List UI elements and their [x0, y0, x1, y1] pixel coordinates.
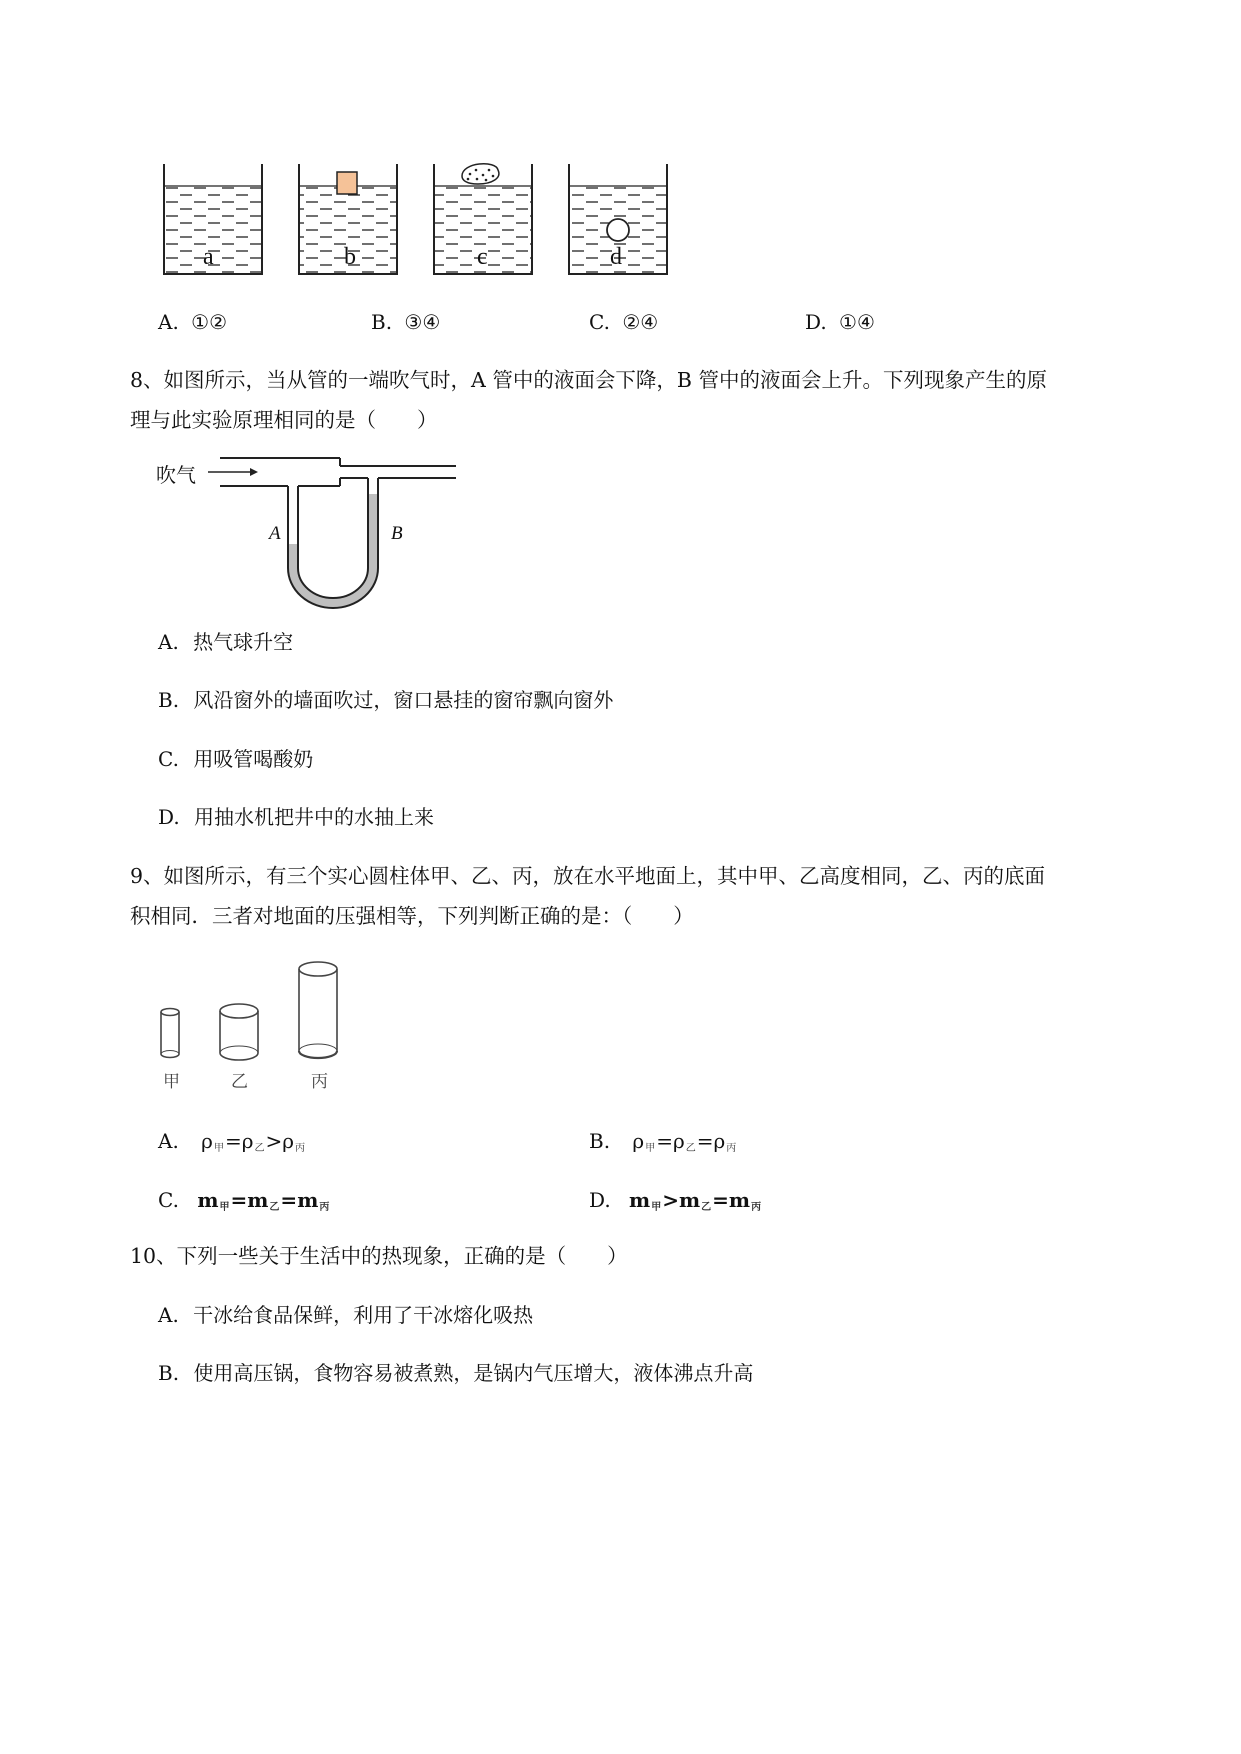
q7-option-b [371, 308, 440, 336]
symbol: m [197, 1188, 219, 1212]
option-letter: B. [589, 1129, 611, 1153]
option-text: 风沿窗外的墙面吹过，窗口悬挂的窗帘飘向窗外 [193, 688, 614, 712]
subscript: 甲 [645, 1143, 656, 1154]
cylinder-jia [161, 1009, 179, 1058]
symbol: ρ [282, 1129, 294, 1153]
q9-option-a [158, 1127, 306, 1163]
option-letter: A. [158, 1129, 179, 1153]
subscript: 甲 [213, 1143, 224, 1154]
beaker-label-a: a [203, 244, 214, 270]
cylinder-label-bing: 丙 [311, 1072, 328, 1092]
option-text: 用抽水机把井中的水抽上来 [194, 805, 435, 829]
subscript: 甲 [219, 1202, 230, 1213]
option-letter: B. [158, 688, 180, 712]
subscript: 丙 [295, 1143, 305, 1154]
cylinder-label-jia: 甲 [163, 1072, 180, 1092]
option-letter: B. [158, 1361, 180, 1385]
subscript: 丙 [751, 1202, 762, 1213]
option-letter: B. [371, 310, 393, 334]
symbol: ρ [201, 1129, 213, 1153]
option-letter: D. [589, 1188, 611, 1212]
operator: > [265, 1129, 283, 1153]
option-text: 干冰给食品保鲜，利用了干冰熔化吸热 [193, 1303, 534, 1327]
option-letter: A. [158, 310, 179, 334]
subscript: 乙 [685, 1143, 696, 1154]
suspended-ball [607, 219, 629, 241]
subscript: 甲 [651, 1202, 662, 1213]
symbol: ρ [241, 1129, 254, 1153]
q8-stem-line2: 理与此实验原理相同的是（ ） [130, 408, 438, 432]
beaker-label-c: c [477, 244, 488, 270]
subscript: 乙 [269, 1202, 280, 1213]
subscript: 丙 [726, 1143, 737, 1154]
q9-stem-line2: 积相同．三者对地面的压强相等，下列判断正确的是：（ ） [130, 904, 694, 928]
symbol: ρ [713, 1129, 726, 1153]
q8-option-d [158, 803, 434, 831]
symbol: m [297, 1188, 319, 1212]
cylinder-bing [299, 962, 337, 1058]
q9-option-d [589, 1186, 762, 1222]
operator: = [656, 1129, 673, 1153]
q8-option-b [158, 686, 613, 714]
subscript: 乙 [254, 1143, 265, 1154]
symbol: m [678, 1188, 701, 1212]
formula [632, 1129, 737, 1153]
option-letter: C. [158, 747, 179, 771]
formula [197, 1188, 330, 1212]
q8-option-c [158, 745, 313, 773]
q7-option-a [158, 308, 227, 336]
symbol: ρ [672, 1129, 685, 1153]
option-letter: C. [158, 1188, 179, 1212]
beaker-label-b: b [344, 244, 356, 270]
q8-option-a [158, 628, 293, 656]
symbol: m [728, 1188, 751, 1212]
operator: = [280, 1188, 298, 1212]
symbol: m [629, 1188, 651, 1212]
u-tube-figure [150, 450, 470, 610]
option-text: 热气球升空 [193, 630, 294, 654]
q9-option-b [589, 1127, 737, 1163]
option-text: ①④ [839, 310, 875, 334]
option-text: ①② [191, 310, 228, 334]
tube-label-a: A [269, 523, 281, 544]
q9-option-c [158, 1186, 330, 1222]
q8-stem-line1: 8、如图所示，当从管的一端吹气时，A 管中的液面会下降，B 管中的液面会上升。下列现象产生的原 [130, 368, 1047, 392]
subscript: 丙 [319, 1202, 330, 1213]
beaker-figure [150, 150, 750, 300]
q10-stem: 10、下列一些关于生活中的热现象，正确的是（ ） [130, 1244, 628, 1268]
cylinder-yi [220, 1004, 258, 1060]
q8-stem [130, 360, 1130, 440]
option-text: ②④ [622, 310, 659, 334]
formula [201, 1129, 306, 1153]
symbol: ρ [632, 1129, 645, 1153]
symbol: m [247, 1188, 269, 1212]
option-letter: A. [158, 630, 179, 654]
floating-block [337, 172, 357, 194]
operator: = [696, 1129, 714, 1153]
option-letter: A. [158, 1303, 179, 1327]
option-text: ③④ [404, 310, 441, 334]
option-letter: D. [805, 310, 827, 334]
operator: = [712, 1188, 729, 1212]
q10-option-a [158, 1301, 533, 1329]
option-text: 用吸管喝酸奶 [193, 747, 314, 771]
subscript: 乙 [701, 1202, 712, 1213]
q9-stem-line1: 9、如图所示，有三个实心圆柱体甲、乙、丙，放在水平地面上，其中甲、乙高度相同，乙、丙的底面 [130, 864, 1046, 888]
blow-label: 吹气 [156, 463, 196, 487]
tube-label-b: B [391, 523, 403, 544]
option-letter: D. [158, 805, 180, 829]
q7-option-d [805, 308, 875, 336]
q10-option-b [158, 1359, 753, 1387]
q7-option-c [589, 308, 658, 336]
operator: = [224, 1129, 242, 1153]
formula [629, 1188, 762, 1212]
option-letter: C. [589, 310, 610, 334]
option-text: 使用高压锅，食物容易被煮熟，是锅内气压增大，液体沸点升高 [193, 1361, 754, 1385]
cylinders-figure [150, 955, 360, 1065]
q9-stem [130, 856, 1130, 936]
cylinder-label-yi: 乙 [231, 1072, 248, 1092]
operator: > [662, 1188, 679, 1212]
beaker-label-d: d [610, 244, 622, 270]
floating-sponge [462, 164, 499, 184]
operator: = [230, 1188, 248, 1212]
